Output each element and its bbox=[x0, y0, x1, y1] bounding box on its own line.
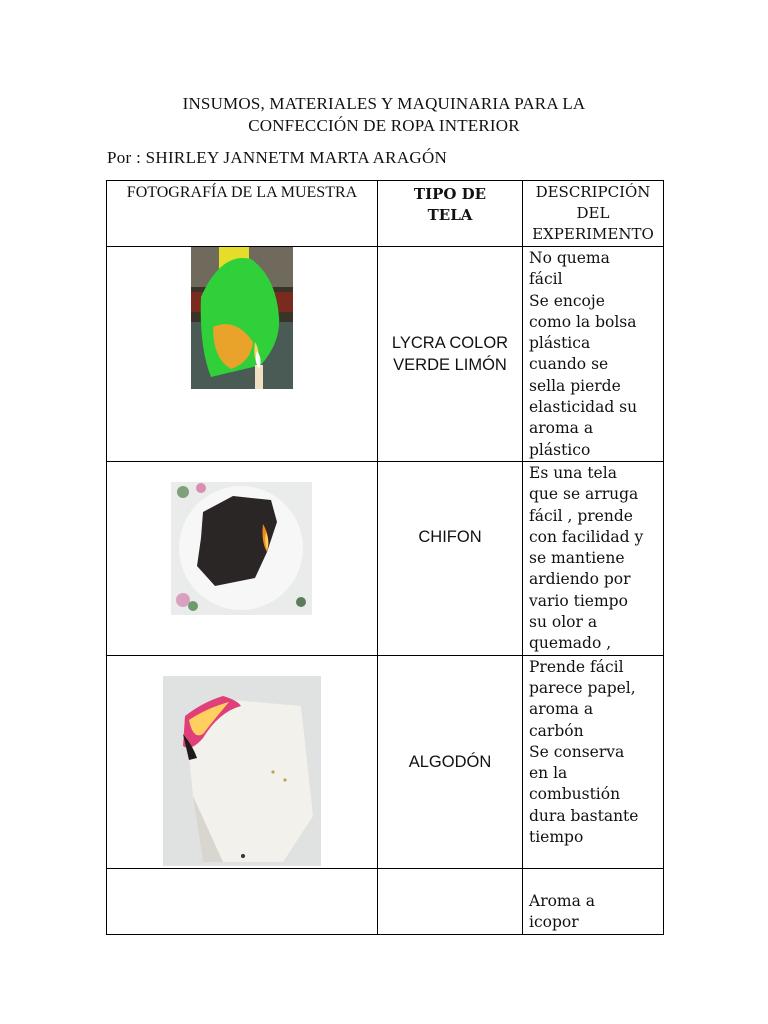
author-line: Por : SHIRLEY JANNETM MARTA ARAGÓN bbox=[107, 148, 448, 167]
photo-cell bbox=[107, 655, 378, 868]
chiffon-photo bbox=[171, 482, 312, 615]
photo-cell bbox=[107, 461, 378, 655]
table-row bbox=[107, 868, 664, 934]
cotton-burning-image bbox=[163, 676, 321, 866]
description-text: Aroma a icopor bbox=[529, 891, 596, 932]
document-title bbox=[0, 93, 768, 137]
table-header-row bbox=[107, 181, 664, 247]
photo-cell bbox=[107, 247, 378, 462]
table-row bbox=[107, 247, 664, 462]
table-row bbox=[107, 461, 664, 655]
title-line-1: INSUMOS, MATERIALES Y MAQUINARIA PARA LA bbox=[182, 94, 586, 113]
header-fabric-label: TIPO DE TELA bbox=[413, 185, 487, 224]
chiffon-burning-image bbox=[171, 482, 312, 615]
photo-cell bbox=[107, 868, 378, 934]
fabric-name: LYCRA COLOR VERDE LIMÓN bbox=[391, 333, 509, 374]
fabric-cell bbox=[378, 247, 523, 462]
fabric-name: ALGODÓN bbox=[408, 752, 492, 771]
description-cell bbox=[523, 461, 664, 655]
description-cell bbox=[523, 247, 664, 462]
description-cell bbox=[523, 868, 664, 934]
header-description bbox=[523, 181, 664, 247]
description-text: Es una tela que se arruga fácil , prende con facilidad y se mantiene ardiendo por vario tiempo su olor a quemado , bbox=[529, 463, 644, 653]
table-row bbox=[107, 655, 664, 868]
description-text: No quema fácil Se encoje como la bolsa plástica cuando se sella pierde elasticidad su aroma a plástico bbox=[529, 249, 638, 459]
fabric-cell bbox=[378, 461, 523, 655]
header-photo: FOTOGRAFÍA DE LA MUESTRA bbox=[107, 181, 378, 247]
lycra-burning-image bbox=[191, 247, 293, 389]
fabric-name: CHIFON bbox=[418, 527, 482, 546]
samples-table bbox=[106, 180, 664, 935]
fabric-cell bbox=[378, 655, 523, 868]
fabric-cell bbox=[378, 868, 523, 934]
header-description-label: DESCRIPCIÓN DEL EXPERIMENTO bbox=[532, 183, 654, 243]
description-text: Prende fácil parece papel, aroma a carbón Se conserva en la combustión dura bastante tiempo bbox=[529, 657, 639, 847]
title-line-2: CONFECCIÓN DE ROPA INTERIOR bbox=[248, 116, 520, 135]
fabric-name bbox=[378, 869, 522, 932]
header-fabric bbox=[378, 181, 523, 247]
description-cell bbox=[523, 655, 664, 868]
lycra-photo bbox=[191, 247, 293, 389]
cotton-photo bbox=[163, 676, 321, 866]
